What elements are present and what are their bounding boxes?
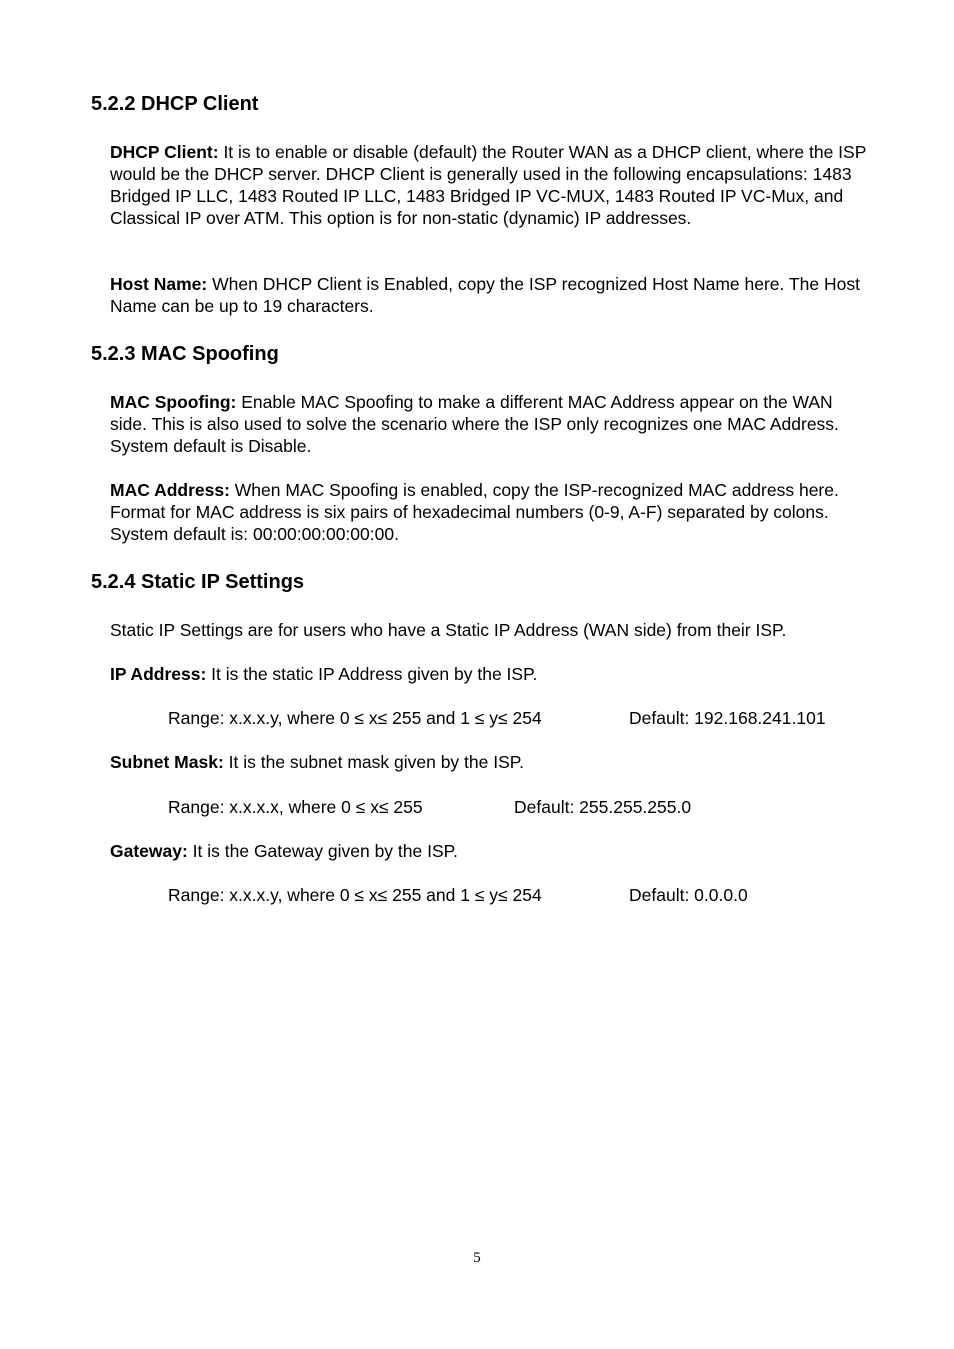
- paragraph-mac-spoofing: [110, 391, 870, 457]
- description-gateway: It is the Gateway given by the ISP.: [187, 841, 458, 861]
- term-gateway: Gateway:: [110, 841, 188, 861]
- section-heading-mac-spoofing: 5.2.3 MAC Spoofing: [91, 343, 279, 365]
- ip-address-range: Range: x.x.x.y, where 0 ≤ x≤ 255 and 1 ≤ y≤ 254: [168, 708, 542, 728]
- subnet-mask-default: Default: 255.255.255.0: [514, 797, 692, 817]
- term-subnet-mask: Subnet Mask:: [110, 752, 224, 772]
- page-number: 5: [473, 1250, 481, 1266]
- gateway-range-line: [168, 884, 748, 906]
- paragraph-host-name: [110, 273, 870, 317]
- subnet-mask-range-line: [168, 796, 692, 818]
- term-mac-spoofing: MAC Spoofing:: [110, 392, 237, 412]
- ip-address-range-line: [168, 707, 826, 729]
- description-mac-spoofing: Enable MAC Spoofing to make a different MAC Address appear on the WAN side. This is also used to solve the scenario where the ISP only recognizes one MAC Address. System default is Disable.: [110, 392, 839, 456]
- description-ip-address: It is the static IP Address given by the ISP.: [206, 664, 538, 684]
- term-host-name: Host Name:: [110, 274, 208, 294]
- description-host-name: When DHCP Client is Enabled, copy the ISP recognized Host Name here. The Host Name can be up to 19 characters.: [110, 274, 860, 316]
- paragraph-subnet-mask: [110, 751, 870, 773]
- gateway-range: Range: x.x.x.y, where 0 ≤ x≤ 255 and 1 ≤ y≤ 254: [168, 885, 542, 905]
- ip-address-default: Default: 192.168.241.101: [629, 708, 826, 728]
- section-heading-dhcp-client: 5.2.2 DHCP Client: [91, 93, 259, 115]
- description-mac-address: When MAC Spoofing is enabled, copy the ISP-recognized MAC address here. Format for MAC address is six pairs of hexadecimal numbers (0-9, A-F) separated by colons. System default is: 00:00:00:00:00:00.: [110, 480, 839, 544]
- description-dhcp-client: It is to enable or disable (default) the Router WAN as a DHCP client, where the ISP would be the DHCP server. DHCP Client is generally used in the following encapsulations: 1483 Bridged IP LLC, 1483 Routed IP LLC, 1483 Bridged IP VC-MUX, 1483 Routed IP VC-Mux, and Classical IP over ATM. This option is for non-static (dynamic) IP addresses.: [110, 142, 867, 228]
- paragraph-mac-address: [110, 479, 870, 545]
- term-mac-address: MAC Address:: [110, 480, 230, 500]
- term-dhcp-client: DHCP Client:: [110, 142, 219, 162]
- description-subnet-mask: It is the subnet mask given by the ISP.: [223, 752, 525, 772]
- subnet-mask-range: Range: x.x.x.x, where 0 ≤ x≤ 255: [168, 797, 423, 817]
- paragraph-static-ip-intro: Static IP Settings are for users who have a Static IP Address (WAN side) from their ISP.: [110, 620, 787, 640]
- paragraph-dhcp-client: [110, 141, 870, 229]
- section-heading-static-ip: 5.2.4 Static IP Settings: [91, 571, 305, 593]
- paragraph-gateway: [110, 840, 870, 862]
- paragraph-ip-address: [110, 663, 870, 685]
- term-ip-address: IP Address:: [110, 664, 207, 684]
- gateway-default: Default: 0.0.0.0: [629, 885, 748, 905]
